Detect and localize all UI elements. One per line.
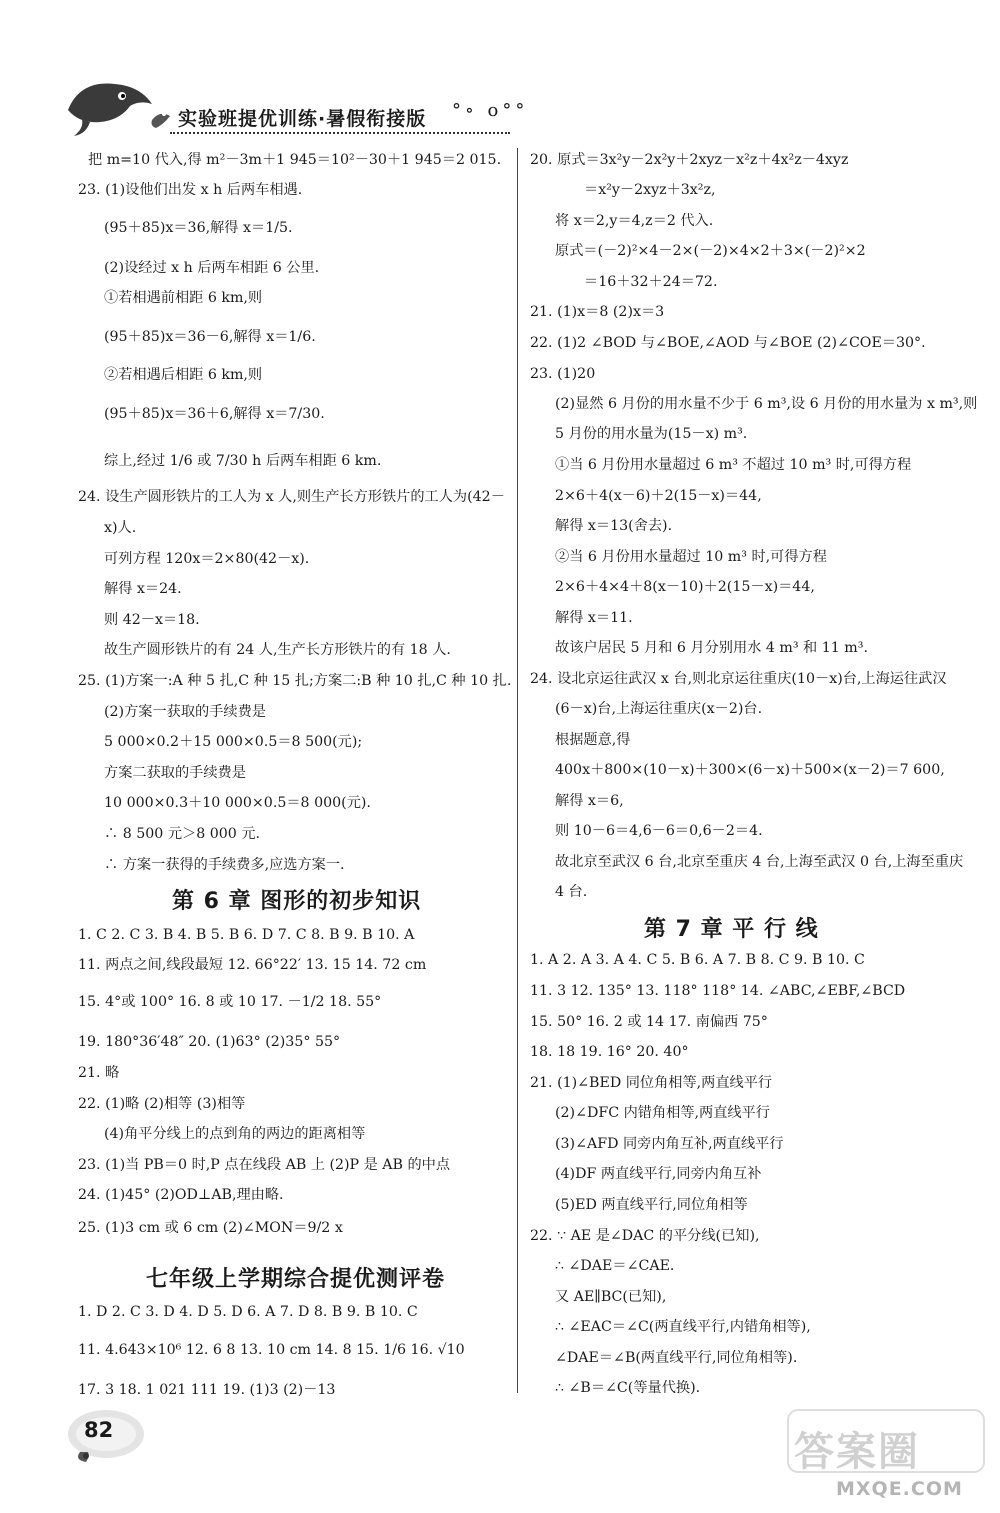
answer-line: (95＋85)x＝36＋6,解得 x＝7/30. — [104, 406, 325, 422]
answer-line: 故生产圆形铁片的有 24 人,生产长方形铁片的有 18 人. — [104, 642, 451, 658]
header-rule — [170, 132, 510, 134]
answer-line: (4)角平分线上的点到角的两边的距离相等 — [104, 1126, 366, 1142]
answer-line: 25. (1)方案一:A 种 5 扎,C 种 15 扎;方案二:B 种 10 扎,C 种 10 扎. — [78, 673, 512, 689]
answer-line: 故该户居民 5 月和 6 月分别用水 4 m³ 和 11 m³. — [555, 640, 868, 656]
dolphin-mascot-icon — [60, 70, 180, 140]
answer-line: 15. 50° 16. 2 或 14 17. 南偏西 75° — [530, 1014, 768, 1030]
answer-line: 1. A 2. A 3. A 4. C 5. B 6. A 7. B 8. C 9. B 10. C — [530, 952, 865, 968]
answer-line: 10 000×0.3＋10 000×0.5＝8 000(元). — [104, 795, 371, 811]
answer-line: 原式＝(－2)²×4－2×(－2)×4×2＋3×(－2)²×2 — [555, 243, 866, 259]
answer-line: 20. 原式＝3x²y－2x²y＋2xyz－x²z＋4x²z－4xyz — [530, 152, 849, 168]
answer-line: ∴ ∠B＝∠C(等量代换). — [555, 1380, 701, 1396]
watermark-text: MXQE.COM — [836, 1478, 963, 1500]
answer-line: 1. C 2. C 3. B 4. B 5. B 6. D 7. C 8. B 9. B 10. A — [78, 927, 415, 943]
answer-line: 解得 x＝6, — [555, 793, 624, 809]
answer-line: 24. (1)45° (2)OD⊥AB,理由略. — [78, 1187, 284, 1203]
answer-line: 故北京至武汉 6 台,北京至重庆 4 台,上海至武汉 0 台,上海至重庆 — [555, 854, 964, 870]
answer-line: ∠DAE＝∠B(两直线平行,同位角相等). — [555, 1350, 798, 1366]
answer-line: 22. ∵ AE 是∠DAC 的平分线(已知), — [530, 1228, 760, 1244]
answer-line: 5 月份的用水量为(15－x) m³. — [555, 426, 748, 442]
page-number: 82 — [84, 1418, 114, 1442]
answer-line: 18. 18 19. 16° 20. 40° — [530, 1044, 689, 1060]
watermark-logo-text: 答案圈 — [794, 1429, 920, 1475]
answer-line: ①若相遇前相距 6 km,则 — [104, 290, 263, 306]
chapter-7-title: 第 7 章 平 行 线 — [644, 917, 819, 942]
answer-line: 22. (1)略 (2)相等 (3)相等 — [78, 1096, 246, 1112]
answer-line: 则 42－x＝18. — [104, 612, 200, 628]
answer-line: ∴ ∠DAE＝∠CAE. — [555, 1258, 675, 1274]
answer-line: 22. (1)2 ∠BOD 与∠BOE,∠AOD 与∠BOE (2)∠COE＝30°. — [530, 335, 926, 351]
answer-line: 解得 x＝11. — [555, 610, 633, 626]
answer-line: (95＋85)x＝36－6,解得 x＝1/6. — [104, 329, 316, 345]
answer-line: x)人. — [104, 520, 137, 536]
answer-line: 可列方程 120x＝2×80(42－x). — [104, 551, 310, 567]
answer-line: 21. (1)∠BED 同位角相等,两直线平行 — [530, 1075, 773, 1091]
answer-line: 5 000×0.2＋15 000×0.5＝8 500(元); — [104, 734, 363, 750]
answer-line: ∴ ∠EAC＝∠C(两直线平行,内错角相等), — [555, 1319, 811, 1335]
answer-line: (2)显然 6 月份的用水量不少于 6 m³,设 6 月份的用水量为 x m³,则 — [555, 396, 978, 412]
answer-line: 方案二获取的手续费是 — [104, 765, 246, 781]
page-header — [60, 70, 530, 140]
answer-line: 4 台. — [555, 884, 588, 900]
answer-line: 24. 设北京运往武汉 x 台,则北京运往重庆(10－x)台,上海运往武汉 — [530, 671, 947, 687]
answer-line: 11. 3 12. 135° 13. 118° 118° 14. ∠ABC,∠EBF,∠BCD — [530, 983, 906, 999]
answer-line: 根据题意,得 — [555, 732, 631, 748]
chapter-6-title: 第 6 章 图形的初步知识 — [172, 889, 422, 914]
answer-line: 11. 4.643×10⁶ 12. 6 8 13. 10 cm 14. 8 15. 1/6 16. √10 — [78, 1342, 465, 1358]
answer-line: ＝16＋32＋24＝72. — [584, 274, 718, 290]
answer-line: ②若相遇后相距 6 km,则 — [104, 367, 263, 383]
answer-line: 17. 3 18. 1 021 111 19. (1)3 (2)－13 — [78, 1382, 336, 1398]
answer-line: 则 10－6＝4,6－6＝0,6－2＝4. — [555, 823, 763, 839]
answer-line: 11. 两点之间,线段最短 12. 66°22′ 13. 15 14. 72 cm — [78, 957, 427, 973]
answer-line: 23. (1)设他们出发 x h 后两车相遇. — [78, 182, 303, 198]
answer-line: 21. 略 — [78, 1065, 120, 1081]
answer-line: (5)ED 两直线平行,同位角相等 — [555, 1197, 748, 1213]
answer-line: ∴ 方案一获得的手续费多,应选方案一. — [104, 857, 345, 873]
answer-line: (2)设经过 x h 后两车相距 6 公里. — [104, 260, 320, 276]
answer-line: 400x＋800×(10－x)＋300×(6－x)＋500×(x－2)＝7 600, — [555, 762, 945, 778]
answer-line: 19. 180°36′48″ 20. (1)63° (2)35° 55° — [78, 1034, 341, 1050]
answer-line: 24. 设生产圆形铁片的工人为 x 人,则生产长方形铁片的工人为(42－ — [78, 489, 505, 505]
answer-line: 把 m=10 代入,得 m²－3m＋1 945＝10²－30＋1 945＝2 015. — [88, 152, 502, 168]
answer-line: 2×6＋4×4＋8(x－10)＋2(15－x)＝44, — [555, 579, 815, 595]
answer-line: (6－x)台,上海运往重庆(x－2)台. — [555, 701, 763, 717]
answer-line: (3)∠AFD 同旁内角互补,两直线平行 — [555, 1136, 784, 1152]
header-title: 实验班提优训练·暑假衔接版 — [178, 108, 427, 130]
answer-line: 25. (1)3 cm 或 6 cm (2)∠MON＝9/2 x — [78, 1220, 343, 1236]
answer-line: (4)DF 两直线平行,同旁内角互补 — [555, 1166, 762, 1182]
answer-line: 23. (1)当 PB＝0 时,P 点在线段 AB 上 (2)P 是 AB 的中点 — [78, 1157, 451, 1173]
answer-line: ②当 6 月份用水量超过 10 m³ 时,可得方程 — [555, 549, 827, 565]
answer-line: 解得 x＝13(舍去). — [555, 518, 673, 534]
answer-line: (95＋85)x＝36,解得 x＝1/5. — [104, 220, 293, 236]
answer-line: 23. (1)20 — [530, 366, 596, 382]
answer-line: 综上,经过 1/6 或 7/30 h 后两车相距 6 km. — [104, 453, 382, 469]
answer-line: ∴ 8 500 元＞8 000 元. — [104, 826, 261, 842]
answer-line: 21. (1)x＝8 (2)x＝3 — [530, 304, 665, 320]
answer-line: 将 x＝2,y＝4,z＝2 代入. — [555, 213, 714, 229]
answer-line: (2)∠DFC 内错角相等,两直线平行 — [555, 1105, 770, 1121]
answer-line: 2×6＋4(x－6)＋2(15－x)＝44, — [555, 488, 762, 504]
answer-line: ①当 6 月份用水量超过 6 m³ 不超过 10 m³ 时,可得方程 — [555, 457, 912, 473]
answer-line: 解得 x＝24. — [104, 581, 182, 597]
answer-line: 15. 4°或 100° 16. 8 或 10 17. －1/2 18. 55° — [78, 994, 382, 1010]
header-dots: °∘ o°° — [452, 100, 529, 121]
answer-line: ＝x²y－2xyz＋3x²z, — [584, 182, 716, 198]
answer-line: 又 AE∥BC(已知), — [555, 1289, 667, 1305]
column-divider — [517, 148, 518, 1393]
answer-line: 1. D 2. C 3. D 4. D 5. D 6. A 7. D 8. B 9. B 10. C — [78, 1304, 418, 1320]
exam-title: 七年级上学期综合提优测评卷 — [146, 1267, 446, 1292]
answer-line: (2)方案一获取的手续费是 — [104, 704, 266, 720]
